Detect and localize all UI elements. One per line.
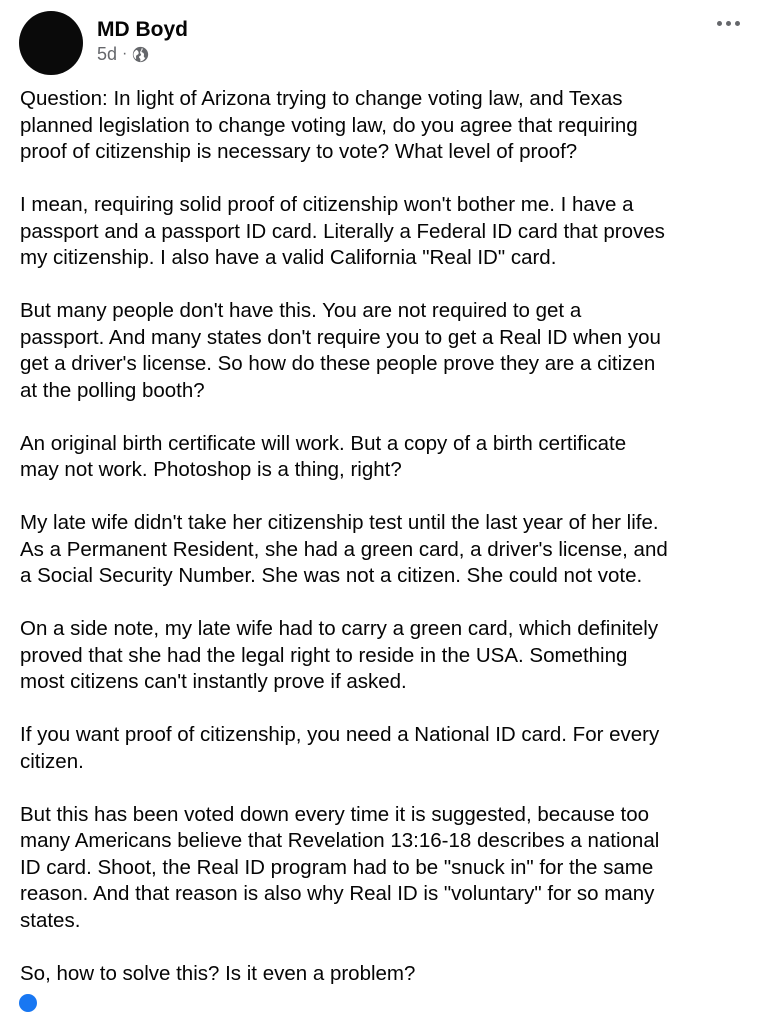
globe-icon[interactable] xyxy=(132,46,149,63)
post-text-line: may not work. Photoshop is a thing, right? xyxy=(20,458,402,481)
post-paragraph xyxy=(20,298,750,404)
post-text-line: If you want proof of citizenship, you need a National ID card. For every xyxy=(20,723,660,746)
post-text-line: proof of citizenship is necessary to vote? What level of proof? xyxy=(20,140,578,163)
post-text-line: reason. And that reason is also why Real ID is "voluntary" for so many xyxy=(20,882,655,905)
post-paragraph xyxy=(20,86,750,166)
post-text-line: Question: In light of Arizona trying to change voting law, and Texas xyxy=(20,87,623,110)
post-text-line: But this has been voted down every time it is suggested, because too xyxy=(20,802,650,826)
post-text-line: citizen. xyxy=(20,749,84,773)
post-text-line: But many people don't have this. You are not required to get a xyxy=(20,299,582,322)
post-options-button[interactable] xyxy=(706,8,750,38)
post-text-line: passport. And many states don't require you to get a Real ID when you xyxy=(20,325,661,349)
post-text-line: proved that she had the legal right to reside in the USA. Something xyxy=(20,643,628,667)
author-name[interactable]: MD Boyd xyxy=(97,18,188,41)
post-paragraph xyxy=(20,616,750,696)
post-text-line: a Social Security Number. She was not a citizen. She could not vote. xyxy=(20,564,643,587)
post-text-line: planned legislation to change voting law, do you agree that requiring xyxy=(20,113,638,137)
reaction-icon[interactable] xyxy=(19,994,37,1012)
post-text-line: So, how to solve this? Is it even a problem? xyxy=(20,961,416,985)
more-horizontal-icon xyxy=(717,21,740,26)
post-text-line: many Americans believe that Revelation 13:16-18 describes a national xyxy=(20,829,660,852)
post-meta xyxy=(97,43,149,65)
post-paragraph xyxy=(20,431,750,484)
post-paragraph xyxy=(20,802,750,935)
post-text-line: states. xyxy=(20,908,81,932)
post-text-line: As a Permanent Resident, she had a green card, a driver's license, and xyxy=(20,537,668,561)
post-text-line: I mean, requiring solid proof of citizenship won't bother me. I have a xyxy=(20,193,634,216)
post-text-line: On a side note, my late wife had to carry a green card, which definitely xyxy=(20,617,659,640)
post-text-line: passport and a passport ID card. Literally a Federal ID card that proves xyxy=(20,219,665,243)
post-text-line: ID card. Shoot, the Real ID program had to be "snuck in" for the same xyxy=(20,855,654,879)
avatar[interactable] xyxy=(19,11,83,75)
post-paragraph xyxy=(20,510,750,590)
post-text-line: An original birth certificate will work. But a copy of a birth certificate xyxy=(20,431,627,455)
post-text-line: my citizenship. I also have a valid California "Real ID" card. xyxy=(20,246,557,269)
post-text-line: most citizens can't instantly prove if asked. xyxy=(20,670,407,693)
meta-separator: · xyxy=(122,45,128,62)
post-text-line: get a driver's license. So how do these people prove they are a citizen xyxy=(20,352,656,375)
post-paragraph xyxy=(20,961,750,988)
post-paragraph xyxy=(20,722,750,775)
post-text-line: My late wife didn't take her citizenship test until the last year of her life. xyxy=(20,511,659,534)
post-text-line: at the polling booth? xyxy=(20,378,205,402)
post-timestamp[interactable]: 5d xyxy=(97,43,118,64)
post-paragraph xyxy=(20,192,750,272)
post-body xyxy=(20,86,750,1014)
